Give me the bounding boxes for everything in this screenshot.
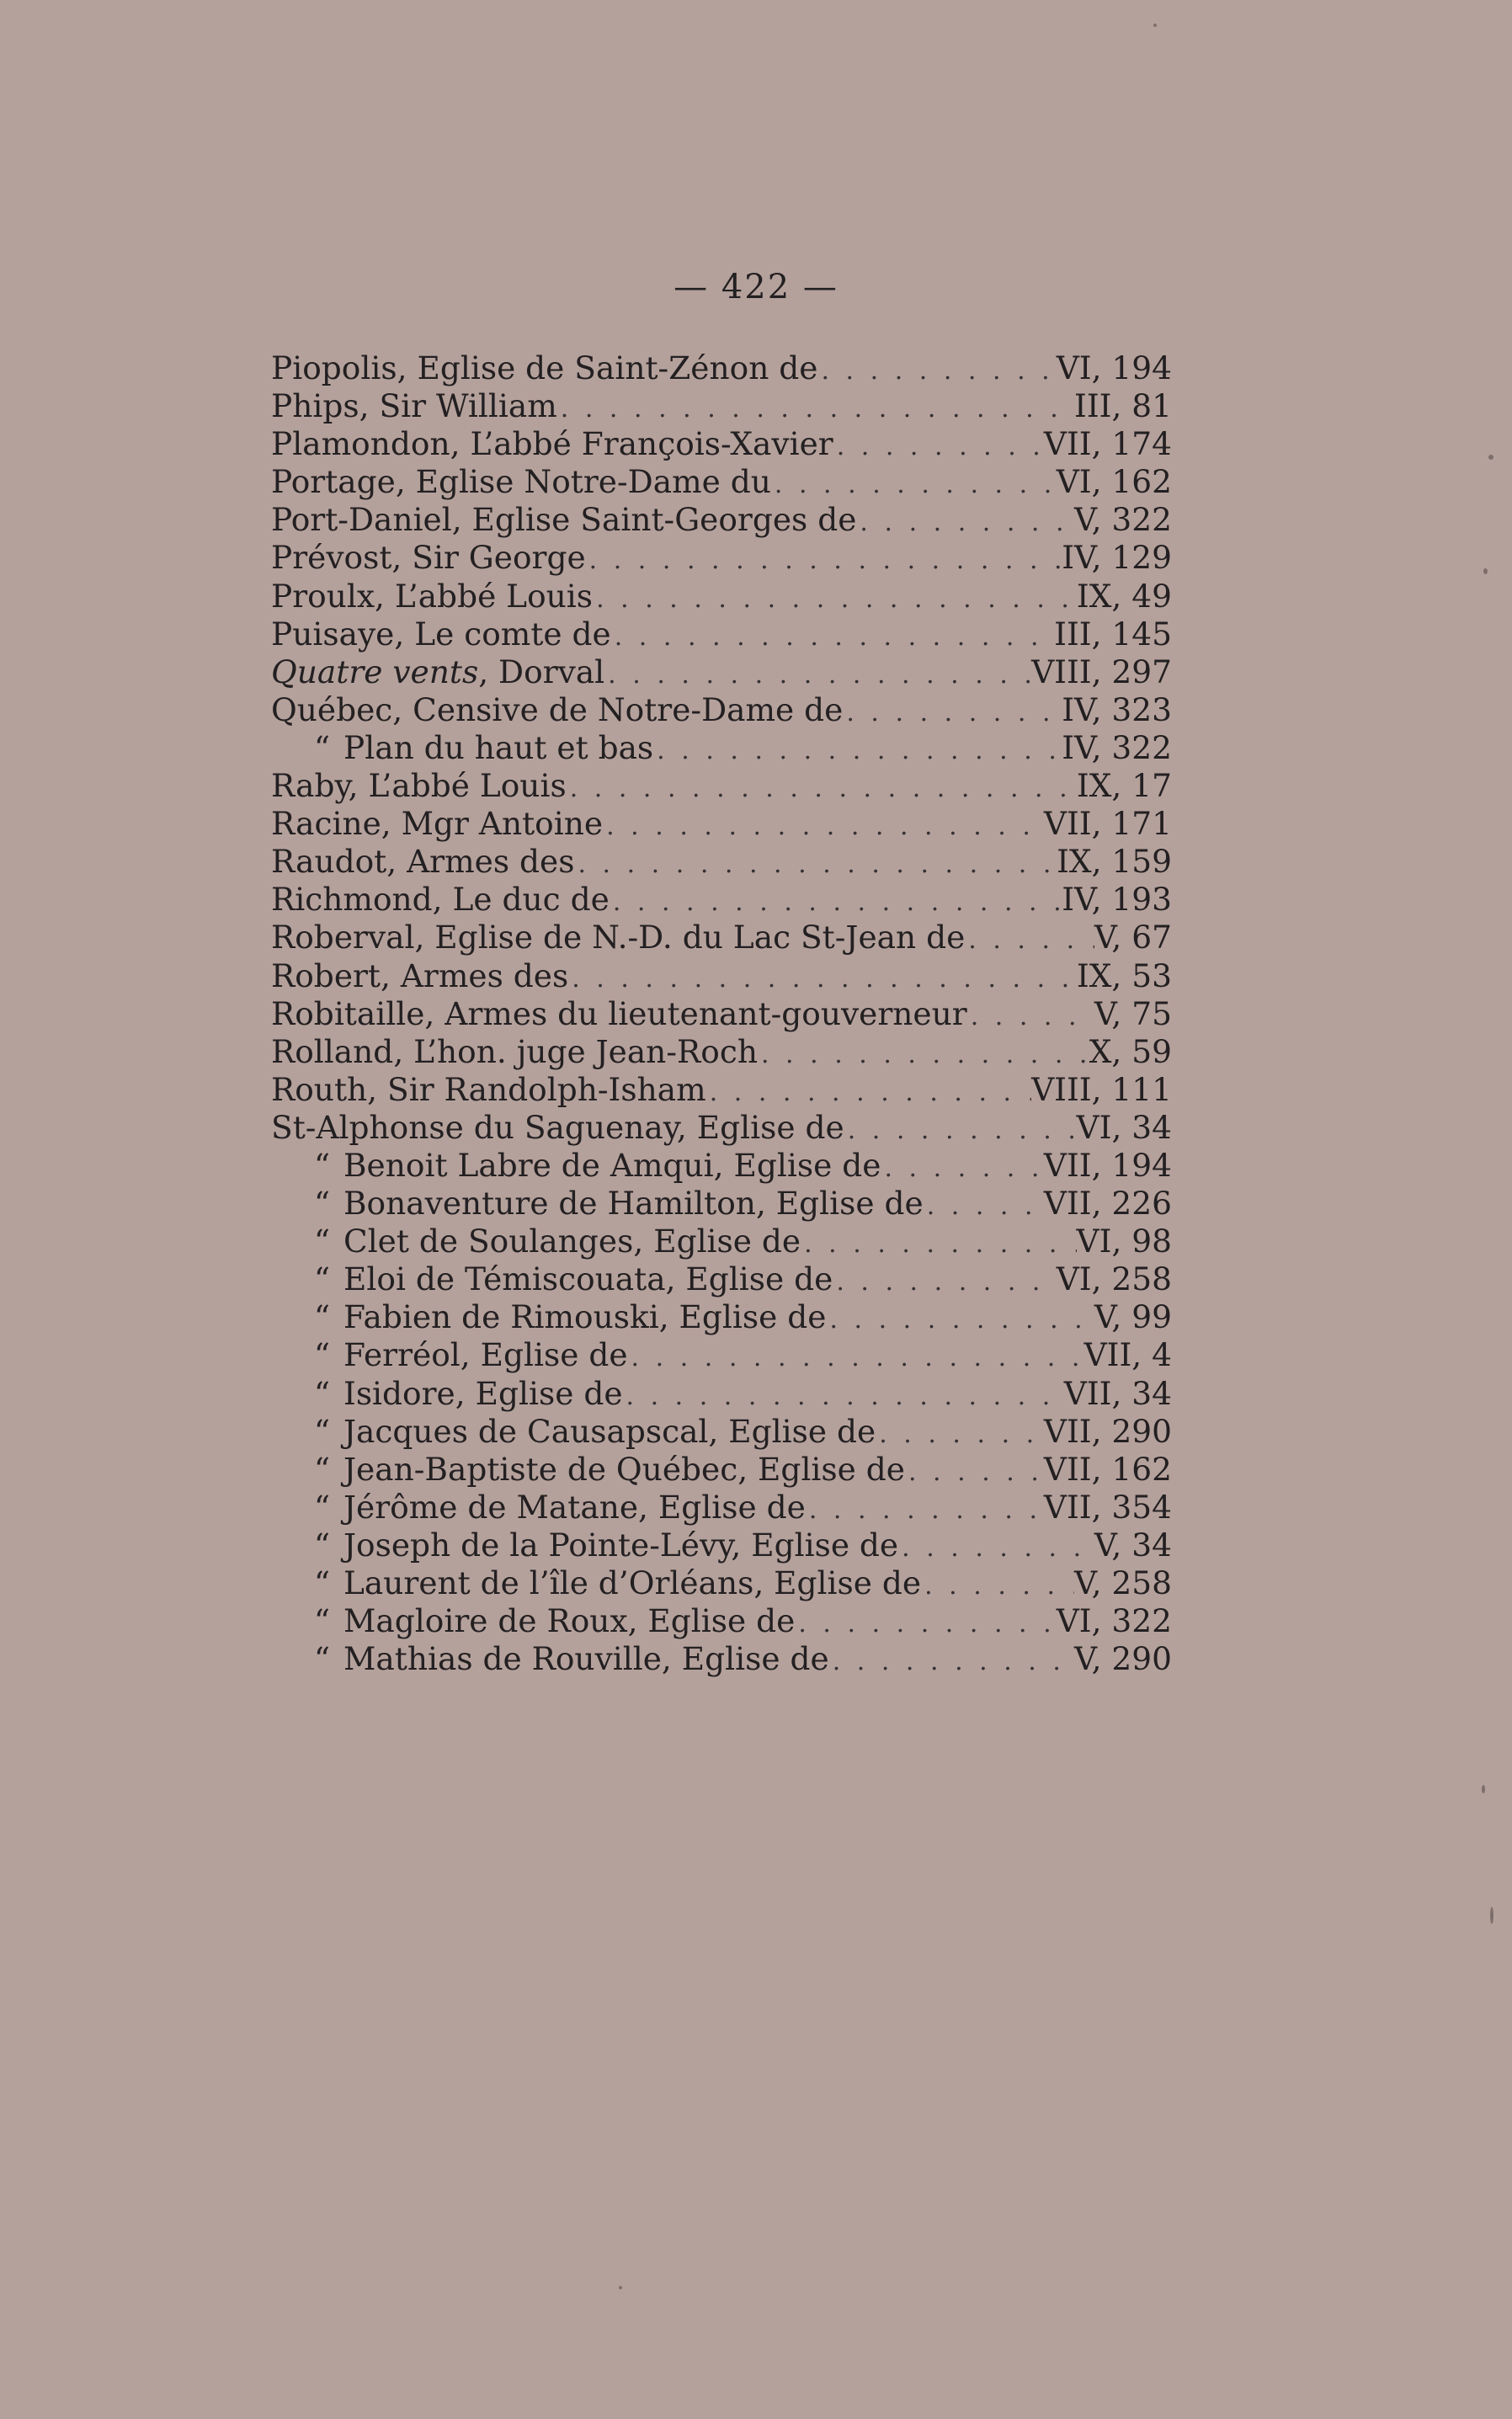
dot-leader — [574, 845, 1057, 883]
ditto-mark: “ — [313, 1488, 330, 1526]
dot-leader — [921, 1567, 1074, 1605]
dot-leader — [610, 883, 1062, 921]
entry-name-text: Fabien de Rimouski, Eglise de — [343, 1298, 827, 1336]
ditto-mark: “ — [313, 1374, 330, 1412]
index-list — [271, 349, 1172, 1678]
index-entry — [271, 501, 1172, 539]
entry-name — [271, 425, 833, 463]
paper-speck — [1482, 1785, 1485, 1793]
ditto-mark: “ — [313, 1185, 330, 1223]
entry-name-text: Roberval, Eglise de N.-D. du Lac St-Jean de — [271, 919, 966, 956]
dot-leader — [967, 998, 1094, 1036]
entry-name-text: Bonaventure de Hamilton, Eglise de — [343, 1185, 924, 1223]
entry-reference: IV, 322 — [1062, 728, 1172, 766]
dot-leader — [801, 1225, 1076, 1263]
index-entry — [271, 995, 1172, 1033]
entry-reference: IV, 193 — [1062, 881, 1172, 919]
index-entry — [271, 1336, 1172, 1374]
entry-name — [271, 957, 568, 995]
index-entry — [271, 1640, 1172, 1678]
ditto-mark: “ — [313, 1260, 330, 1298]
ditto-mark: “ — [313, 1146, 330, 1184]
entry-reference: V, 67 — [1094, 919, 1172, 956]
entry-reference: VII, 171 — [1043, 805, 1172, 843]
entry-reference: VI, 194 — [1056, 349, 1172, 386]
entry-name — [271, 1527, 898, 1564]
entry-reference: IX, 53 — [1076, 956, 1172, 994]
ditto-mark: “ — [313, 1298, 330, 1336]
entry-reference: VII, 174 — [1043, 425, 1172, 463]
index-entry — [271, 463, 1172, 501]
entry-name — [271, 767, 567, 805]
entry-name — [271, 615, 611, 653]
entry-name-text: Prévost, Sir George — [271, 539, 586, 577]
entry-reference: VI, 258 — [1056, 1260, 1172, 1298]
dot-leader — [876, 1415, 1044, 1453]
entry-name-text: Raby, L’abbé Louis — [271, 767, 567, 805]
ditto-mark: “ — [313, 1602, 330, 1640]
entry-reference: VI, 98 — [1076, 1223, 1172, 1260]
dot-leader — [843, 694, 1062, 732]
entry-reference: IV, 323 — [1062, 690, 1172, 728]
paper-speck — [1483, 568, 1488, 574]
index-entry — [271, 957, 1172, 995]
entry-reference: V, 99 — [1094, 1298, 1172, 1336]
index-entry — [271, 919, 1172, 956]
entry-name — [271, 1298, 826, 1336]
ditto-mark: “ — [313, 728, 330, 766]
entry-name — [271, 501, 856, 539]
entry-name-text: Puisaye, Le comte de — [271, 615, 611, 653]
ditto-mark: “ — [313, 1640, 330, 1678]
index-entry — [271, 1489, 1172, 1527]
entry-name-text: Routh, Sir Randolph-Isham — [271, 1070, 706, 1108]
dot-leader — [817, 352, 1056, 390]
entry-name-text: Portage, Eglise Notre-Dame du — [271, 463, 771, 501]
dot-leader — [758, 1036, 1089, 1074]
entry-reference: IX, 49 — [1076, 577, 1172, 615]
index-entry — [271, 1413, 1172, 1451]
paper-speck — [1488, 455, 1493, 460]
entry-name-text: Rolland, L’hon. juge Jean-Roch — [271, 1032, 758, 1070]
entry-reference: IX, 17 — [1076, 767, 1172, 805]
dot-leader — [623, 1377, 1064, 1415]
entry-reference: V, 290 — [1074, 1640, 1172, 1678]
entry-name-text: Laurent de l’île d’Orléans, Eglise de — [343, 1564, 922, 1601]
index-entry — [271, 578, 1172, 615]
entry-name-text: Robert, Armes des — [271, 956, 569, 994]
entry-reference: VII, 162 — [1043, 1450, 1172, 1488]
entry-reference: VIII, 297 — [1031, 653, 1172, 690]
paper-speck — [619, 2286, 622, 2289]
dot-leader — [771, 466, 1057, 504]
dot-leader — [593, 580, 1077, 618]
entry-name — [271, 691, 843, 729]
index-entry — [271, 1298, 1172, 1336]
index-entry — [271, 1602, 1172, 1640]
entry-name-text: Jérôme de Matane, Eglise de — [343, 1488, 806, 1526]
index-entry — [271, 1147, 1172, 1185]
dot-leader — [795, 1605, 1056, 1643]
dot-leader — [833, 1263, 1056, 1301]
entry-reference: V, 34 — [1094, 1526, 1172, 1564]
entry-name-text: Isidore, Eglise de — [343, 1374, 623, 1412]
entry-name — [271, 919, 965, 956]
index-entry — [271, 691, 1172, 729]
entry-name-text: Plamondon, L’abbé François-Xavier — [271, 425, 833, 463]
entry-name-text: , Dorval — [478, 653, 605, 690]
entry-name — [271, 1375, 623, 1413]
paper-speck — [1153, 24, 1157, 27]
dot-leader — [856, 504, 1074, 541]
entry-reference: VII, 226 — [1043, 1185, 1172, 1223]
index-entry — [271, 1564, 1172, 1602]
entry-name-text: Raudot, Armes des — [271, 843, 575, 881]
index-entry — [271, 729, 1172, 767]
dot-leader — [829, 1643, 1074, 1681]
entry-name — [271, 1413, 876, 1451]
dot-leader — [628, 1339, 1084, 1377]
entry-name — [271, 1451, 905, 1489]
entry-name — [271, 1185, 924, 1223]
entry-name — [271, 653, 604, 691]
index-entry — [271, 1375, 1172, 1413]
index-entry — [271, 615, 1172, 653]
entry-name-text: Richmond, Le duc de — [271, 881, 610, 919]
ditto-mark: “ — [313, 1526, 330, 1564]
page-number: — 422 — — [673, 268, 839, 306]
entry-name-text: St-Alphonse du Saguenay, Eglise de — [271, 1108, 844, 1146]
index-entry — [271, 653, 1172, 691]
index-entry — [271, 349, 1172, 387]
entry-name — [271, 1564, 921, 1602]
index-entry — [271, 539, 1172, 577]
entry-reference: VI, 162 — [1056, 463, 1172, 501]
ditto-mark: “ — [313, 1450, 330, 1488]
ditto-mark: “ — [313, 1412, 330, 1450]
entry-name — [271, 1260, 833, 1298]
entry-reference: VI, 34 — [1076, 1108, 1172, 1146]
entry-reference: VII, 34 — [1063, 1374, 1172, 1412]
entry-name-text: Proulx, L’abbé Louis — [271, 577, 594, 615]
entry-name — [271, 463, 771, 501]
dot-leader — [924, 1187, 1044, 1225]
dot-leader — [826, 1301, 1094, 1339]
entry-name-text: Piopolis, Eglise de Saint-Zénon de — [271, 349, 818, 386]
entry-reference: X, 59 — [1089, 1032, 1172, 1070]
entry-reference: III, 145 — [1054, 615, 1172, 653]
index-entry — [271, 767, 1172, 805]
dot-leader — [567, 770, 1077, 807]
entry-name-text: Phips, Sir William — [271, 387, 557, 425]
index-entry — [271, 881, 1172, 919]
index-entry — [271, 1223, 1172, 1260]
entry-name — [271, 881, 610, 919]
entry-name-text: Benoit Labre de Amqui, Eglise de — [343, 1146, 881, 1184]
dot-leader — [568, 960, 1077, 998]
dot-leader — [611, 618, 1054, 656]
dot-leader — [557, 390, 1074, 428]
entry-name — [271, 843, 574, 881]
entry-name-text: Jean-Baptiste de Québec, Eglise de — [343, 1450, 905, 1488]
entry-name — [271, 1033, 758, 1071]
entry-reference: VIII, 111 — [1031, 1070, 1172, 1108]
entry-name — [271, 1640, 829, 1678]
entry-name-text: Port-Daniel, Eglise Saint-Georges de — [271, 501, 857, 539]
entry-name — [271, 1602, 795, 1640]
entry-name — [271, 1109, 844, 1147]
dot-leader — [653, 732, 1062, 770]
entry-reference: III, 81 — [1074, 387, 1172, 425]
entry-name-text: Clet de Soulanges, Eglise de — [343, 1223, 801, 1260]
dot-leader — [586, 541, 1062, 579]
entry-reference: V, 322 — [1074, 501, 1172, 539]
entry-name-text: Plan du haut et bas — [343, 728, 654, 766]
dot-leader — [603, 807, 1044, 845]
entry-name-text: Ferréol, Eglise de — [343, 1336, 628, 1374]
dot-leader — [898, 1529, 1094, 1567]
index-entry — [271, 1033, 1172, 1071]
index-entry — [271, 425, 1172, 463]
entry-reference: VII, 4 — [1083, 1336, 1172, 1374]
entry-name-text: Robitaille, Armes du lieutenant-gouverneur — [271, 994, 967, 1032]
index-entry — [271, 1071, 1172, 1109]
entry-name-text: Mathias de Rouville, Eglise de — [343, 1640, 829, 1678]
dot-leader — [844, 1111, 1077, 1149]
entry-name — [271, 1336, 628, 1374]
entry-reference: IV, 129 — [1062, 539, 1172, 577]
entry-name — [271, 539, 586, 577]
index-entry — [271, 843, 1172, 881]
entry-name-italic: Quatre vents — [271, 653, 479, 690]
dot-leader — [905, 1453, 1044, 1491]
entry-reference: V, 258 — [1074, 1564, 1172, 1601]
entry-name — [271, 1147, 881, 1185]
entry-reference: VI, 322 — [1056, 1602, 1172, 1640]
entry-reference: VII, 194 — [1043, 1146, 1172, 1184]
entry-name-text: Magloire de Roux, Eglise de — [343, 1602, 796, 1640]
dot-leader — [965, 921, 1094, 959]
index-entry — [271, 1527, 1172, 1564]
entry-name-text: Racine, Mgr Antoine — [271, 805, 604, 843]
index-entry — [271, 1185, 1172, 1223]
entry-name — [271, 349, 817, 387]
entry-reference: IX, 159 — [1057, 843, 1172, 881]
entry-reference: VII, 290 — [1043, 1412, 1172, 1450]
index-entry — [271, 805, 1172, 843]
index-entry — [271, 1451, 1172, 1489]
entry-name — [271, 995, 967, 1033]
paper-speck — [1490, 1907, 1493, 1924]
entry-name-text: Québec, Censive de Notre-Dame de — [271, 690, 844, 728]
entry-name-text: Jacques de Causapscal, Eglise de — [343, 1412, 876, 1450]
index-entry — [271, 1260, 1172, 1298]
entry-name — [271, 1489, 806, 1527]
entry-name — [271, 805, 603, 843]
entry-reference: V, 75 — [1094, 994, 1172, 1032]
entry-name — [271, 729, 653, 767]
entry-name-text: Joseph de la Pointe-Lévy, Eglise de — [343, 1526, 899, 1564]
entry-name — [271, 387, 557, 425]
dot-leader — [881, 1149, 1043, 1187]
dot-leader — [833, 428, 1044, 466]
dot-leader — [806, 1491, 1044, 1529]
index-entry — [271, 1109, 1172, 1147]
dot-leader — [706, 1074, 1031, 1111]
index-entry — [271, 387, 1172, 425]
dot-leader — [604, 656, 1031, 694]
entry-name — [271, 1071, 706, 1109]
entry-name — [271, 1223, 801, 1260]
entry-name — [271, 578, 593, 615]
ditto-mark: “ — [313, 1223, 330, 1260]
entry-reference: VII, 354 — [1043, 1488, 1172, 1526]
ditto-mark: “ — [313, 1336, 330, 1374]
entry-name-text: Eloi de Témiscouata, Eglise de — [343, 1260, 833, 1298]
ditto-mark: “ — [313, 1564, 330, 1601]
